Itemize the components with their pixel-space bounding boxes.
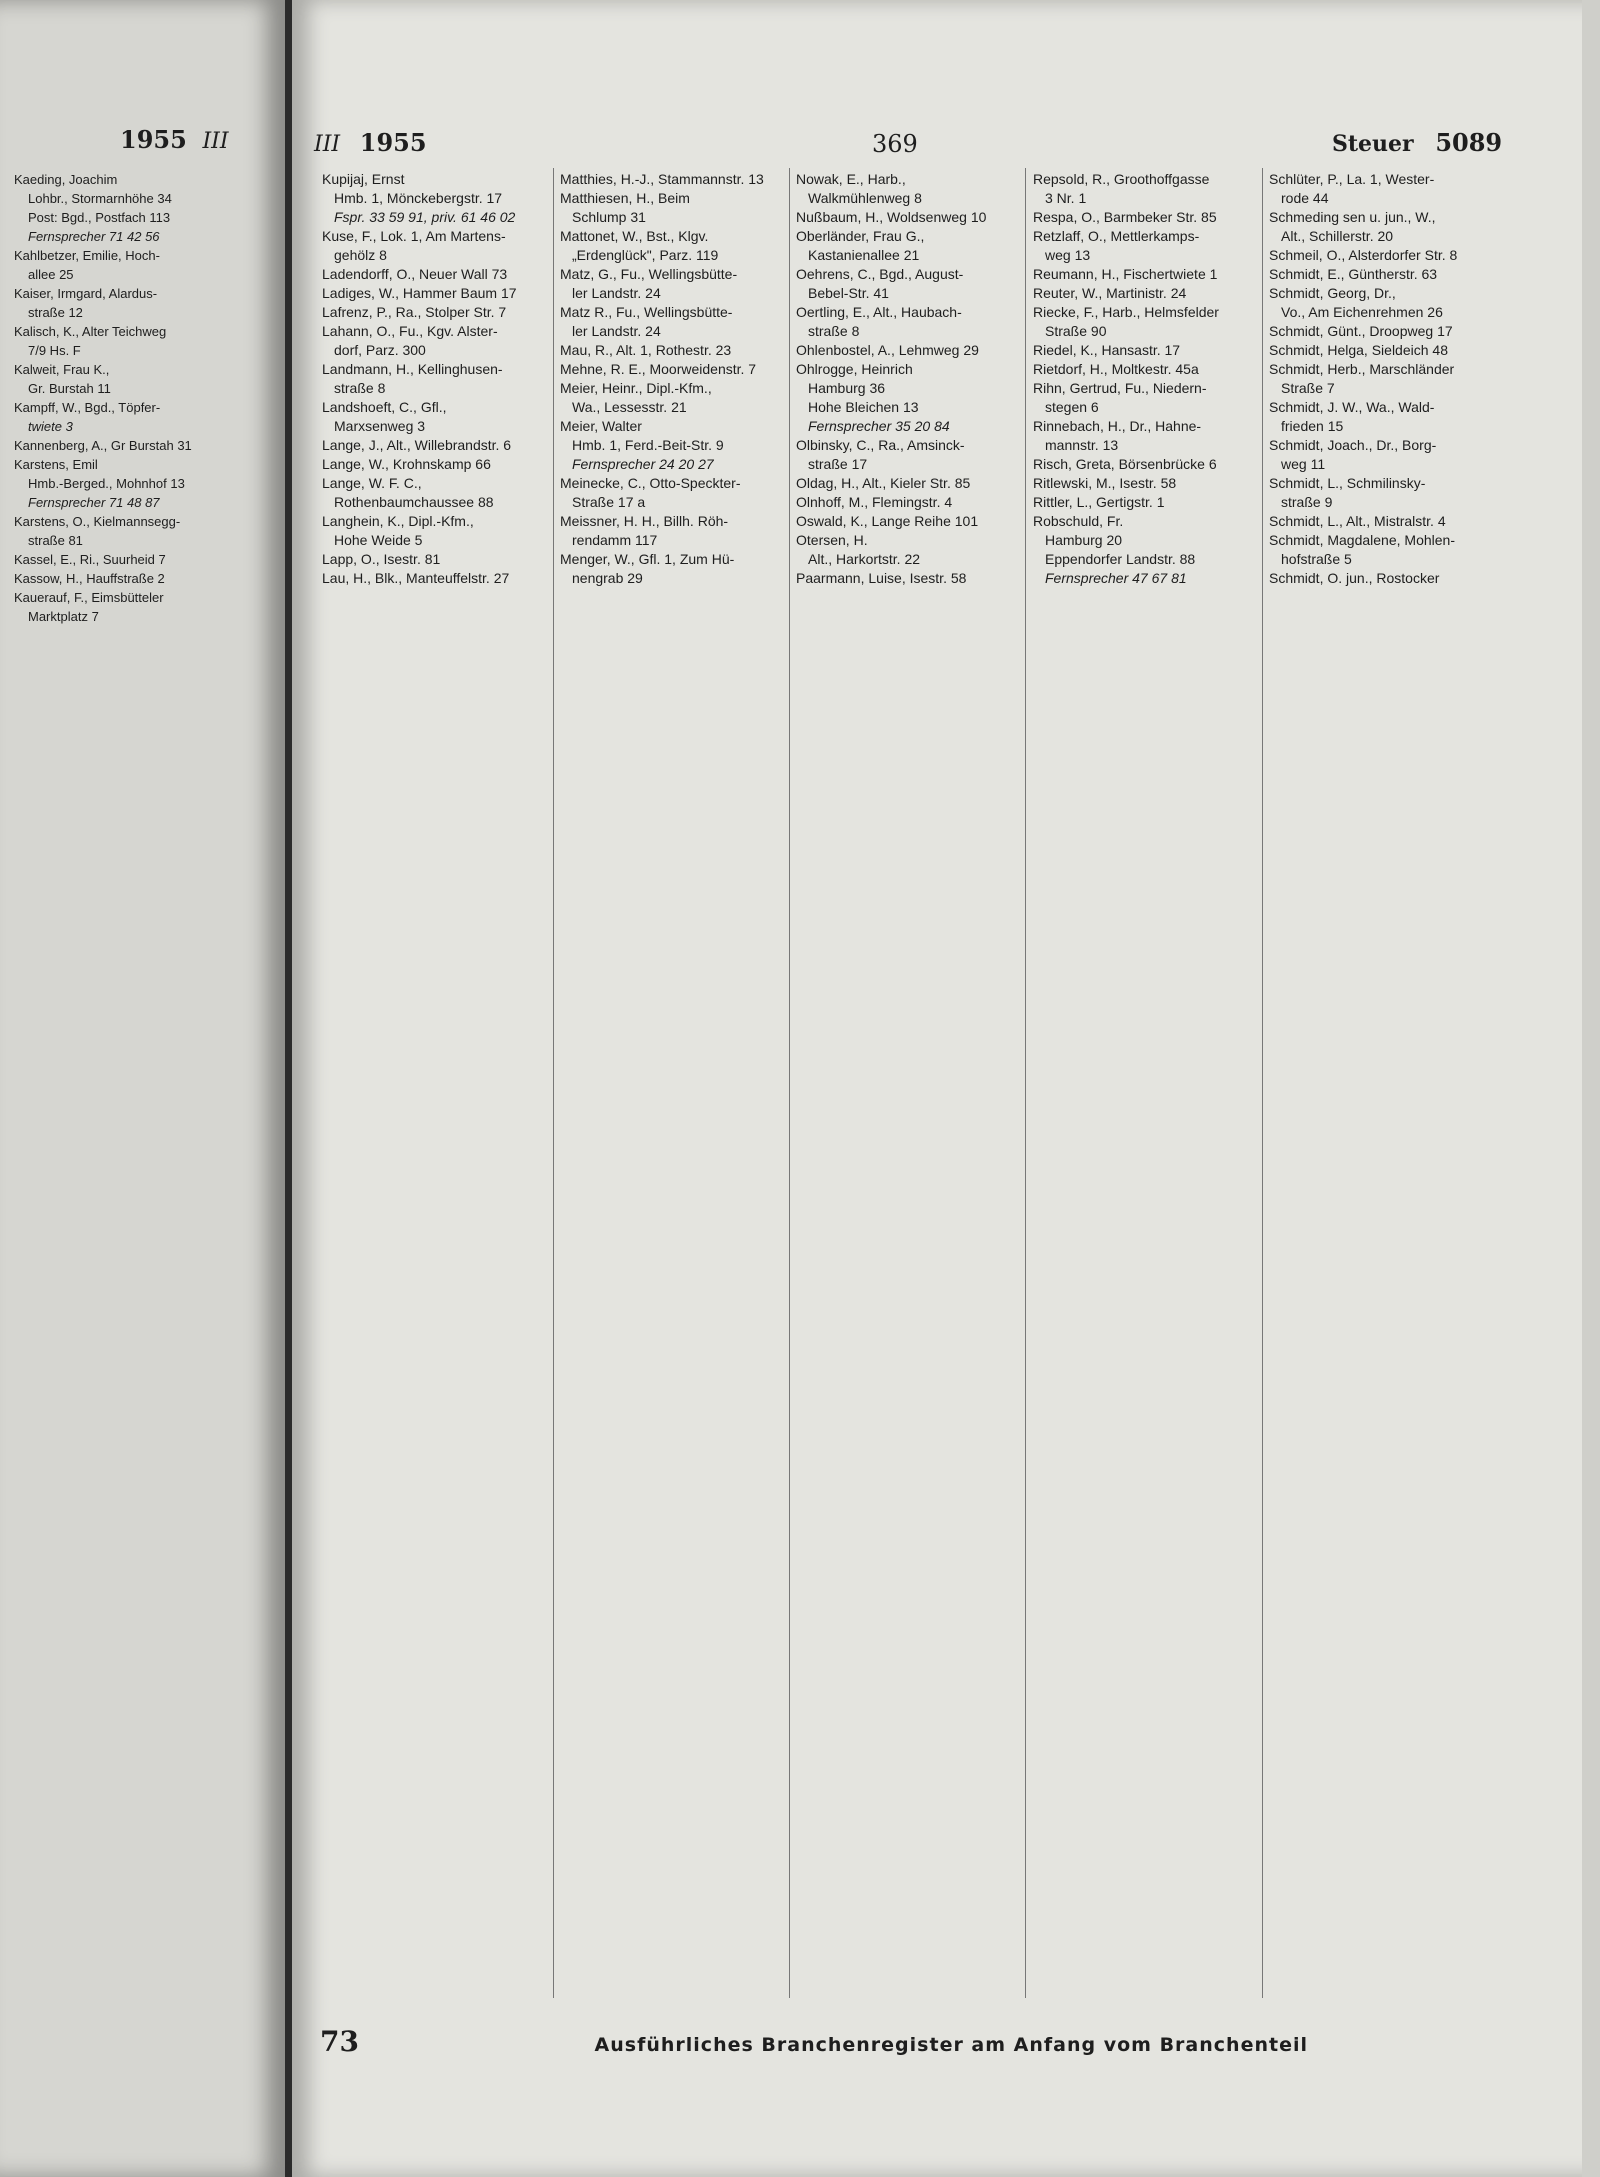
list-item: Kassow, H., Hauffstraße 2 [14, 571, 165, 586]
left-header-year: 1955 [120, 125, 187, 154]
list-item: Schmidt, L., Schmilinsky- [1269, 475, 1426, 491]
column-divider [1025, 168, 1026, 1998]
list-item: Kaiser, Irmgard, Alardus- [14, 286, 158, 301]
list-item: Straße 90 [1045, 323, 1107, 339]
list-item: Alt., Schillerstr. 20 [1281, 228, 1394, 244]
list-item: Vo., Am Eichenrehmen 26 [1281, 304, 1443, 320]
list-item: Matz R., Fu., Wellingsbütte- [560, 304, 733, 320]
footer-page-number: 73 [320, 2025, 359, 2058]
list-item: Schmidt, Magdalene, Mohlen- [1269, 532, 1455, 548]
list-item: Schmidt, Günt., Droopweg 17 [1269, 323, 1453, 339]
list-item: Marktplatz 7 [28, 609, 99, 624]
footer-banner: Ausführliches Branchenregister am Anfang vom Branchenteil [594, 2034, 1308, 2056]
list-item: Schmidt, Georg, Dr., [1269, 285, 1396, 301]
list-item: straße 17 [808, 456, 868, 472]
list-item: Kannenberg, A., Gr Burstah 31 [14, 438, 192, 453]
list-item: Fernsprecher 71 42 56 [28, 229, 160, 244]
list-item: 7/9 Hs. F [28, 343, 81, 358]
list-item: Retzlaff, O., Mettlerkamps- [1033, 228, 1200, 244]
list-item: Gr. Burstah 11 [28, 381, 111, 396]
list-item: gehölz 8 [334, 247, 387, 263]
right-page-header-left [314, 128, 427, 157]
list-item: Kauerauf, F., Eimsbütteler [14, 590, 164, 605]
list-item: frieden 15 [1281, 418, 1344, 434]
column-divider [1262, 168, 1263, 1998]
list-item: stegen 6 [1045, 399, 1099, 415]
list-item: Matthies, H.-J., Stammannstr. 13 [560, 171, 764, 187]
list-item: Riedel, K., Hansastr. 17 [1033, 342, 1181, 358]
list-item: Kastanienallee 21 [808, 247, 920, 263]
list-item: weg 11 [1281, 456, 1326, 472]
list-item: Karstens, O., Kielmannsegg- [14, 514, 181, 529]
list-item: Kampff, W., Bgd., Töpfer- [14, 400, 161, 415]
list-item: Hmb. 1, Ferd.-Beit-Str. 9 [572, 437, 724, 453]
list-item: Mattonet, W., Bst., Klgv. [560, 228, 709, 244]
list-item: Rihn, Gertrud, Fu., Niedern- [1033, 380, 1207, 396]
list-item: Schlump 31 [572, 209, 646, 225]
list-item: Fernsprecher 47 67 81 [1045, 570, 1187, 586]
list-item: Lafrenz, P., Ra., Stolper Str. 7 [322, 304, 507, 320]
list-item: Schmidt, E., Güntherstr. 63 [1269, 266, 1438, 282]
list-item: Post: Bgd., Postfach 113 [28, 210, 171, 225]
list-item: Ohlenbostel, A., Lehmweg 29 [796, 342, 979, 358]
list-item: Hohe Bleichen 13 [808, 399, 919, 415]
list-item: hofstraße 5 [1281, 551, 1352, 567]
directory-column-1 [322, 170, 517, 588]
list-item: Hohe Weide 5 [334, 532, 423, 548]
list-item: Wa., Lessesstr. 21 [572, 399, 687, 415]
list-item: Schmidt, Herb., Marschländer [1269, 361, 1455, 377]
list-item: Ladendorff, O., Neuer Wall 73 [322, 266, 508, 282]
list-item: straße 8 [334, 380, 386, 396]
list-item: rendamm 117 [572, 532, 658, 548]
list-item: straße 9 [1281, 494, 1333, 510]
list-item: Paarmann, Luise, Isestr. 58 [796, 570, 967, 586]
list-item: Bebel-Str. 41 [808, 285, 889, 301]
column-divider [789, 168, 790, 1998]
list-item: nengrab 29 [572, 570, 643, 586]
list-item: „Erdenglück", Parz. 119 [572, 247, 719, 263]
list-item: Ohlrogge, Heinrich [796, 361, 913, 377]
list-item: Hmb.-Berged., Mohnhof 13 [28, 476, 185, 491]
list-item: straße 8 [808, 323, 860, 339]
left-header-volume: III [202, 129, 229, 154]
list-item: Reumann, H., Fischertwiete 1 [1033, 266, 1218, 282]
list-item: Lange, W., Krohnskamp 66 [322, 456, 491, 472]
list-item: Reuter, W., Martinistr. 24 [1033, 285, 1187, 301]
list-item: Straße 7 [1281, 380, 1335, 396]
list-item: Walkmühlenweg 8 [808, 190, 922, 206]
list-item: ler Landstr. 24 [572, 285, 661, 301]
list-item: Rothenbaumchaussee 88 [334, 494, 494, 510]
list-item: Schlüter, P., La. 1, Wester- [1269, 171, 1435, 187]
list-item: mannstr. 13 [1045, 437, 1119, 453]
list-item: Riecke, F., Harb., Helmsfelder [1033, 304, 1219, 320]
right-page [292, 0, 1600, 2177]
list-item: Langhein, K., Dipl.-Kfm., [322, 513, 474, 529]
list-item: Fspr. 33 59 91, priv. 61 46 02 [334, 209, 516, 225]
list-item: Oberländer, Frau G., [796, 228, 925, 244]
page-footer [320, 2025, 1308, 2058]
right-header-volume: III [314, 132, 341, 157]
section-title: Steuer [1332, 131, 1414, 157]
list-item: Lapp, O., Isestr. 81 [322, 551, 441, 567]
list-item: Meissner, H. H., Billh. Röh- [560, 513, 729, 529]
list-item: Mehne, R. E., Moorweidenstr. 7 [560, 361, 757, 377]
list-item: Alt., Harkortstr. 22 [808, 551, 921, 567]
list-item: Menger, W., Gfl. 1, Zum Hü- [560, 551, 735, 567]
right-header-year: 1955 [359, 128, 427, 157]
list-item: Oldag, H., Alt., Kieler Str. 85 [796, 475, 971, 491]
list-item: Fernsprecher 35 20 84 [808, 418, 950, 434]
list-item: Oehrens, C., Bgd., August- [796, 266, 964, 282]
list-item: ler Landstr. 24 [572, 323, 661, 339]
list-item: dorf, Parz. 300 [334, 342, 426, 358]
list-item: Kassel, E., Ri., Suurheid 7 [14, 552, 166, 567]
list-item: Meier, Heinr., Dipl.-Kfm., [560, 380, 712, 396]
list-item: Nowak, E., Harb., [796, 171, 906, 187]
list-item: Ritlewski, M., Isestr. 58 [1033, 475, 1177, 491]
list-item: Straße 17 a [572, 494, 646, 510]
list-item: Rittler, L., Gertigstr. 1 [1033, 494, 1165, 510]
list-item: Schmidt, O. jun., Rostocker [1269, 570, 1440, 586]
left-page-header [120, 125, 229, 154]
list-item: Kupijaj, Ernst [322, 171, 405, 187]
list-item: straße 12 [28, 305, 83, 320]
list-item: Lau, H., Blk., Manteuffelstr. 27 [322, 570, 510, 586]
list-item: Matthiesen, H., Beim [560, 190, 690, 206]
list-item: Lohbr., Stormarnhöhe 34 [28, 191, 172, 206]
list-item: rode 44 [1281, 190, 1329, 206]
list-item: Kalisch, K., Alter Teichweg [14, 324, 167, 339]
list-item: Hmb. 1, Mönckebergstr. 17 [334, 190, 503, 206]
list-item: Kuse, F., Lok. 1, Am Martens- [322, 228, 506, 244]
list-item: Matz, G., Fu., Wellingsbütte- [560, 266, 738, 282]
list-item: Respa, O., Barmbeker Str. 85 [1033, 209, 1217, 225]
list-item: Lahann, O., Fu., Kgv. Alster- [322, 323, 498, 339]
page-edge [1582, 0, 1600, 2177]
list-item: Repsold, R., Groothoffgasse [1033, 171, 1210, 187]
list-item: Kahlbetzer, Emilie, Hoch- [14, 248, 160, 263]
list-item: Schmidt, Joach., Dr., Borg- [1269, 437, 1437, 453]
list-item: Otersen, H. [796, 532, 868, 548]
list-item: Landshoeft, C., Gfl., [322, 399, 447, 415]
list-item: Oertling, E., Alt., Haubach- [796, 304, 962, 320]
list-item: Meinecke, C., Otto-Speckter- [560, 475, 741, 491]
list-item: Nußbaum, H., Woldsenweg 10 [796, 209, 987, 225]
list-item: Eppendorfer Landstr. 88 [1045, 551, 1196, 567]
list-item: Schmidt, L., Alt., Mistralstr. 4 [1269, 513, 1446, 529]
list-item: Olnhoff, M., Flemingstr. 4 [796, 494, 953, 510]
list-item: Mau, R., Alt. 1, Rothestr. 23 [560, 342, 732, 358]
list-item: Marxsenweg 3 [334, 418, 426, 434]
list-item: Fernsprecher 71 48 87 [28, 495, 160, 510]
page-number: 369 [872, 130, 918, 158]
list-item: Oswald, K., Lange Reihe 101 [796, 513, 979, 529]
directory-column-2 [560, 170, 764, 588]
list-item: Risch, Greta, Börsenbrücke 6 [1033, 456, 1217, 472]
directory-column-4 [1033, 170, 1219, 588]
list-item: Hamburg 36 [808, 380, 886, 396]
list-item: Schmidt, J. W., Wa., Wald- [1269, 399, 1435, 415]
list-item: Rietdorf, H., Moltkestr. 45a [1033, 361, 1199, 377]
list-item: Lange, J., Alt., Willebrandstr. 6 [322, 437, 512, 453]
left-page-column [14, 170, 192, 626]
list-item: weg 13 [1045, 247, 1091, 263]
list-item: Rinnebach, H., Dr., Hahne- [1033, 418, 1202, 434]
list-item: Kaeding, Joachim [14, 172, 118, 187]
list-item: Olbinsky, C., Ra., Amsinck- [796, 437, 965, 453]
list-item: straße 81 [28, 533, 83, 548]
left-page [0, 0, 285, 2177]
list-item: Hamburg 20 [1045, 532, 1123, 548]
directory-column-3 [796, 170, 986, 588]
list-item: Kalweit, Frau K., [14, 362, 110, 377]
directory-column-5 [1269, 170, 1457, 588]
list-item: Meier, Walter [560, 418, 642, 434]
list-item: Schmidt, Helga, Sieldeich 48 [1269, 342, 1448, 358]
list-item: allee 25 [28, 267, 74, 282]
list-item: Landmann, H., Kellinghusen- [322, 361, 503, 377]
right-page-header-right [1332, 128, 1502, 157]
list-item: Karstens, Emil [14, 457, 98, 472]
list-item: Ladiges, W., Hammer Baum 17 [322, 285, 517, 301]
phone-range: 5089 [1435, 128, 1503, 157]
list-item: Schmeding sen u. jun., W., [1269, 209, 1436, 225]
list-item: Schmeil, O., Alsterdorfer Str. 8 [1269, 247, 1458, 263]
column-divider [553, 168, 554, 1998]
list-item: 3 Nr. 1 [1045, 190, 1087, 206]
list-item: Fernsprecher 24 20 27 [572, 456, 714, 472]
list-item: Robschuld, Fr. [1033, 513, 1124, 529]
list-item: twiete 3 [28, 419, 73, 434]
list-item: Lange, W. F. C., [322, 475, 422, 491]
